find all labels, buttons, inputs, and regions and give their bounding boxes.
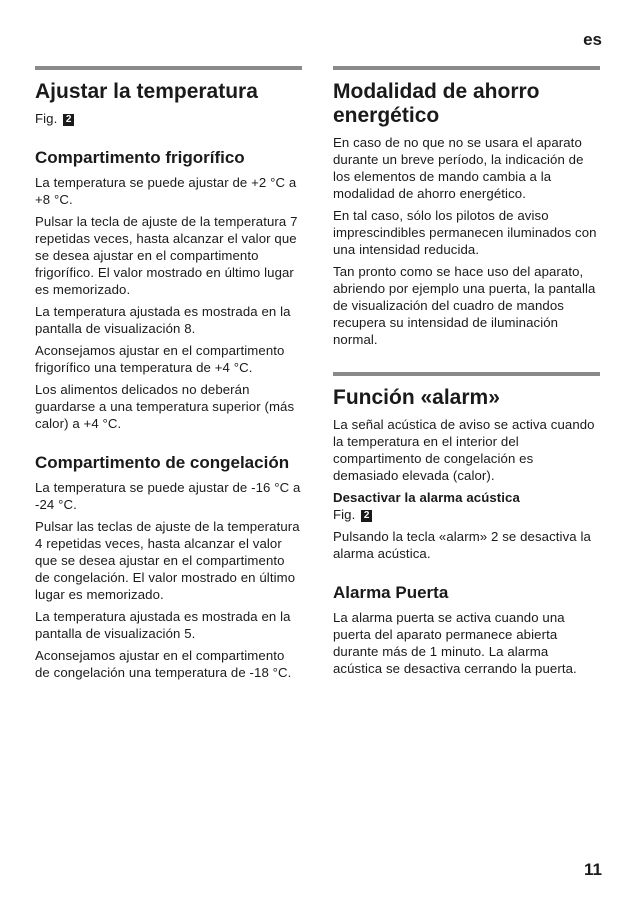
figure-reference: [35, 110, 302, 127]
paragraph: La alarma puerta se activa cuando una puerta del aparato permanece abierta durante más de 1 minuto. La alarma acústica se desactiva cerrando la puerta.: [333, 610, 577, 676]
paragraph: En tal caso, sólo los pilotos de aviso imprescindibles permanecen iluminados con una intensidad reducida.: [333, 208, 597, 257]
paragraph: Aconsejamos ajustar en el compartimento de congelación una temperatura de -18 °C.: [35, 648, 292, 680]
heading-fridge-compartment: Compartimento frigorífico: [35, 148, 245, 167]
heading-door-alarm: Alarma Puerta: [333, 583, 449, 602]
paragraph: La temperatura ajustada es mostrada en la pantalla de visualización 8.: [35, 304, 291, 336]
section-title-energy-saving: Modalidad de ahorro energético: [333, 80, 540, 127]
page-number: 11: [584, 860, 602, 879]
section-divider: [333, 372, 600, 376]
paragraph: En caso de no que no se usara el aparato durante un breve período, la indicación de los elementos de mando cambia a la modalidad de ahorro energético.: [333, 135, 584, 201]
figure-number-badge: 2: [361, 510, 372, 522]
section-title-alarm: Función «alarm»: [333, 386, 500, 409]
fig-label: Fig.: [333, 507, 356, 522]
fig-label: Fig.: [35, 111, 58, 126]
subheading-deactivate-alarm: Desactivar la alarma acústica: [333, 490, 520, 505]
paragraph: La señal acústica de aviso se activa cuando la temperatura en el interior del compartimento de congelación es demasiado elevada (calor).: [333, 417, 595, 483]
section-divider: [333, 66, 600, 70]
language-code: es: [583, 30, 602, 49]
figure-number-badge: 2: [63, 114, 74, 126]
right-column: [333, 66, 600, 682]
section-title-temperature: Ajustar la temperatura: [35, 80, 258, 103]
paragraph: Pulsar la tecla de ajuste de la temperatura 7 repetidas veces, hasta alcanzar el valor que se desea ajustar en el compartimento frigorífico. El valor mostrado en último lugar es memorizado.: [35, 214, 298, 297]
paragraph: La temperatura ajustada es mostrada en la pantalla de visualización 5.: [35, 609, 291, 641]
paragraph: La temperatura se puede ajustar de +2 °C a +8 °C.: [35, 175, 297, 207]
paragraph: Aconsejamos ajustar en el compartimento frigorífico una temperatura de +4 °C.: [35, 343, 285, 375]
section-divider: [35, 66, 302, 70]
paragraph: La temperatura se puede ajustar de -16 °C a -24 °C.: [35, 480, 301, 512]
figure-reference: [333, 506, 600, 523]
paragraph: Los alimentos delicados no deberán guardarse a una temperatura superior (más calor) a +4 °C.: [35, 382, 295, 431]
paragraph: Pulsando la tecla «alarm» 2 se desactiva la alarma acústica.: [333, 529, 591, 561]
left-column: [35, 66, 302, 686]
paragraph: Tan pronto como se hace uso del aparato, abriendo por ejemplo una puerta, la pantalla de visualización del cuadro de mandos recupera su intensidad de iluminación normal.: [333, 264, 596, 347]
paragraph: Pulsar las teclas de ajuste de la temperatura 4 repetidas veces, hasta alcanzar el valor que se desea ajustar en el compartimento de congelación. El valor mostrado en último lugar es memorizado.: [35, 519, 300, 602]
heading-freezer-compartment: Compartimento de congelación: [35, 453, 290, 472]
